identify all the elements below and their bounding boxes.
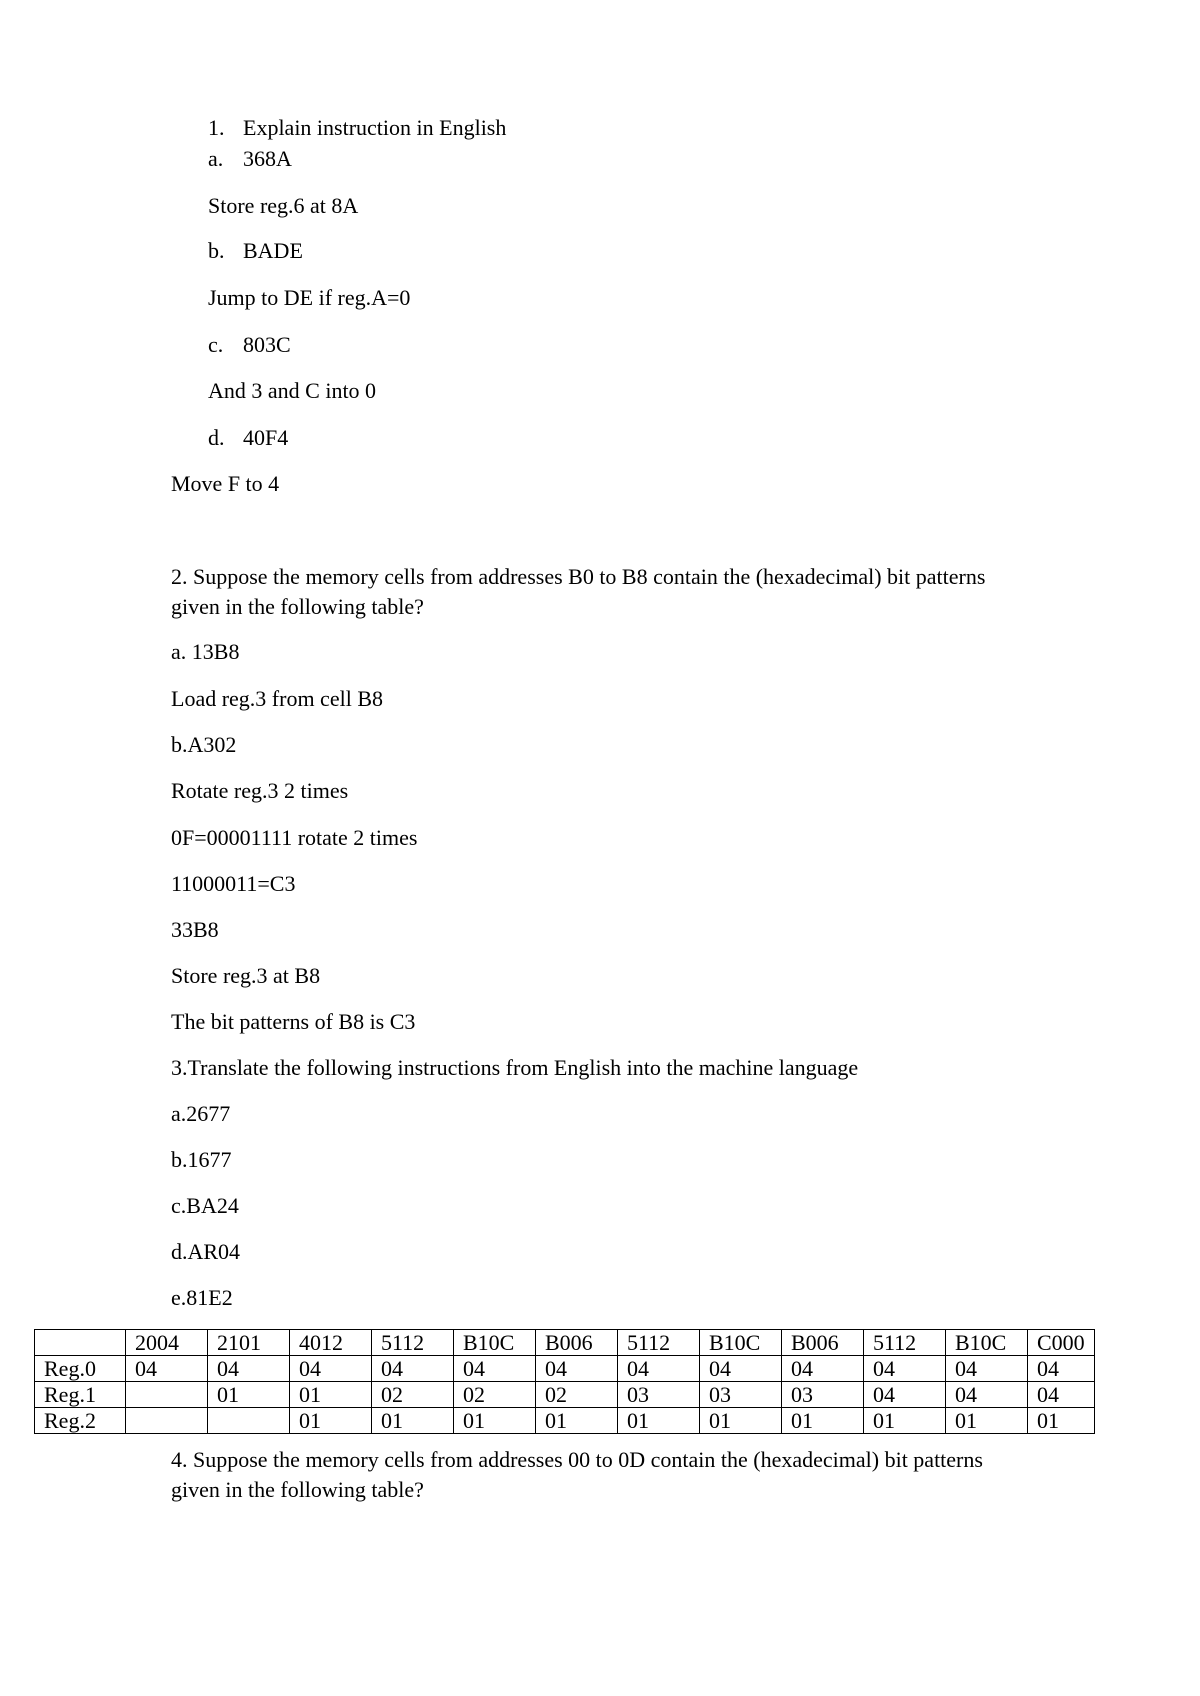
table-cell: 04: [864, 1356, 946, 1382]
table-row-label: Reg.1: [35, 1382, 126, 1408]
table-cell: 04: [618, 1356, 700, 1382]
table-header-cell: B006: [536, 1330, 618, 1356]
q1-item-c-code: 803C: [243, 332, 291, 357]
table-cell: 03: [782, 1382, 864, 1408]
table-header-cell: B006: [782, 1330, 864, 1356]
q2-line: The bit patterns of B8 is C3: [171, 1009, 416, 1034]
table-cell: 01: [290, 1382, 372, 1408]
table-cell: 01: [372, 1408, 454, 1434]
q1-item-b-letter: b.: [208, 238, 225, 263]
q3-answer: a.2677: [171, 1101, 231, 1126]
table-cell: 02: [536, 1382, 618, 1408]
table-row: [35, 1356, 1095, 1382]
table-header-cell: 2101: [208, 1330, 290, 1356]
table-cell: 01: [782, 1408, 864, 1434]
register-trace-table: [34, 1329, 1095, 1434]
q3-answer: b.1677: [171, 1147, 232, 1172]
table-header-row: [35, 1330, 1095, 1356]
table-cell: 01: [454, 1408, 536, 1434]
q1-item-d-code: 40F4: [243, 425, 289, 450]
table-row-label: Reg.2: [35, 1408, 126, 1434]
table-cell: 01: [618, 1408, 700, 1434]
q1-item-c-answer: And 3 and C into 0: [208, 378, 377, 403]
table-cell: 04: [208, 1356, 290, 1382]
q1-item-b-answer: Jump to DE if reg.A=0: [208, 285, 411, 310]
table-cell: 03: [700, 1382, 782, 1408]
table-row: [35, 1408, 1095, 1434]
table-cell: 04: [946, 1356, 1028, 1382]
table-cell: 04: [372, 1356, 454, 1382]
table-cell: 03: [618, 1382, 700, 1408]
table-cell: [126, 1408, 208, 1434]
q2-line: Load reg.3 from cell B8: [171, 686, 383, 711]
q1-title: Explain instruction in English: [243, 115, 507, 140]
table-cell: 01: [290, 1408, 372, 1434]
table-cell: 04: [290, 1356, 372, 1382]
table-cell: 01: [208, 1382, 290, 1408]
q2-line: b.A302: [171, 732, 237, 757]
table-cell: 04: [126, 1356, 208, 1382]
table-cell: 04: [864, 1382, 946, 1408]
q1-item-b-code: BADE: [243, 238, 303, 263]
q1-item-a-code: 368A: [243, 146, 292, 171]
table-header-cell: B10C: [946, 1330, 1028, 1356]
table-cell: 04: [700, 1356, 782, 1382]
table-cell: [126, 1382, 208, 1408]
table-cell: 04: [454, 1356, 536, 1382]
q3-prompt: 3.Translate the following instructions from English into the machine language: [171, 1055, 859, 1080]
table-header-cell: 5112: [618, 1330, 700, 1356]
table-header-cell: [35, 1330, 126, 1356]
table-cell: 01: [700, 1408, 782, 1434]
table-cell: 01: [536, 1408, 618, 1434]
table-cell: 01: [1028, 1408, 1095, 1434]
table-row-label: Reg.0: [35, 1356, 126, 1382]
q2-prompt-line1: 2. Suppose the memory cells from addresses B0 to B8 contain the (hexadecimal) bit patterns: [171, 564, 986, 589]
q1-item-d-answer: Move F to 4: [171, 471, 280, 496]
q3-answer: e.81E2: [171, 1285, 233, 1310]
table-header-cell: B10C: [700, 1330, 782, 1356]
table-header-cell: 4012: [290, 1330, 372, 1356]
table-cell: 04: [1028, 1356, 1095, 1382]
q4-prompt-line2: given in the following table?: [171, 1477, 424, 1502]
table-cell: 02: [454, 1382, 536, 1408]
table-cell: 01: [864, 1408, 946, 1434]
q1-item-a-answer: Store reg.6 at 8A: [208, 193, 359, 218]
q2-line: 11000011=C3: [171, 871, 296, 896]
q3-answer: d.AR04: [171, 1239, 241, 1264]
table-header-cell: 2004: [126, 1330, 208, 1356]
q2-line: 33B8: [171, 917, 219, 942]
q4-prompt-line1: 4. Suppose the memory cells from addresses 00 to 0D contain the (hexadecimal) bit patterns: [171, 1447, 983, 1472]
q1-item-c-letter: c.: [208, 332, 224, 357]
table-header-cell: 5112: [372, 1330, 454, 1356]
table-cell: [208, 1408, 290, 1434]
table-cell: 04: [946, 1382, 1028, 1408]
table-header-cell: C000: [1028, 1330, 1095, 1356]
q1-number: 1.: [208, 115, 225, 140]
table-cell: 01: [946, 1408, 1028, 1434]
table-header-cell: B10C: [454, 1330, 536, 1356]
table-cell: 02: [372, 1382, 454, 1408]
q1-item-a-letter: a.: [208, 146, 224, 171]
table-row: [35, 1382, 1095, 1408]
q2-line: Store reg.3 at B8: [171, 963, 321, 988]
q2-line: Rotate reg.3 2 times: [171, 778, 349, 803]
q2-prompt-line2: given in the following table?: [171, 594, 424, 619]
table-cell: 04: [782, 1356, 864, 1382]
q2-line: 0F=00001111 rotate 2 times: [171, 825, 418, 850]
q1-item-d-letter: d.: [208, 425, 225, 450]
q3-answer: c.BA24: [171, 1193, 239, 1218]
table-cell: 04: [536, 1356, 618, 1382]
table-header-cell: 5112: [864, 1330, 946, 1356]
table-cell: 04: [1028, 1382, 1095, 1408]
q2-line: a. 13B8: [171, 639, 240, 664]
